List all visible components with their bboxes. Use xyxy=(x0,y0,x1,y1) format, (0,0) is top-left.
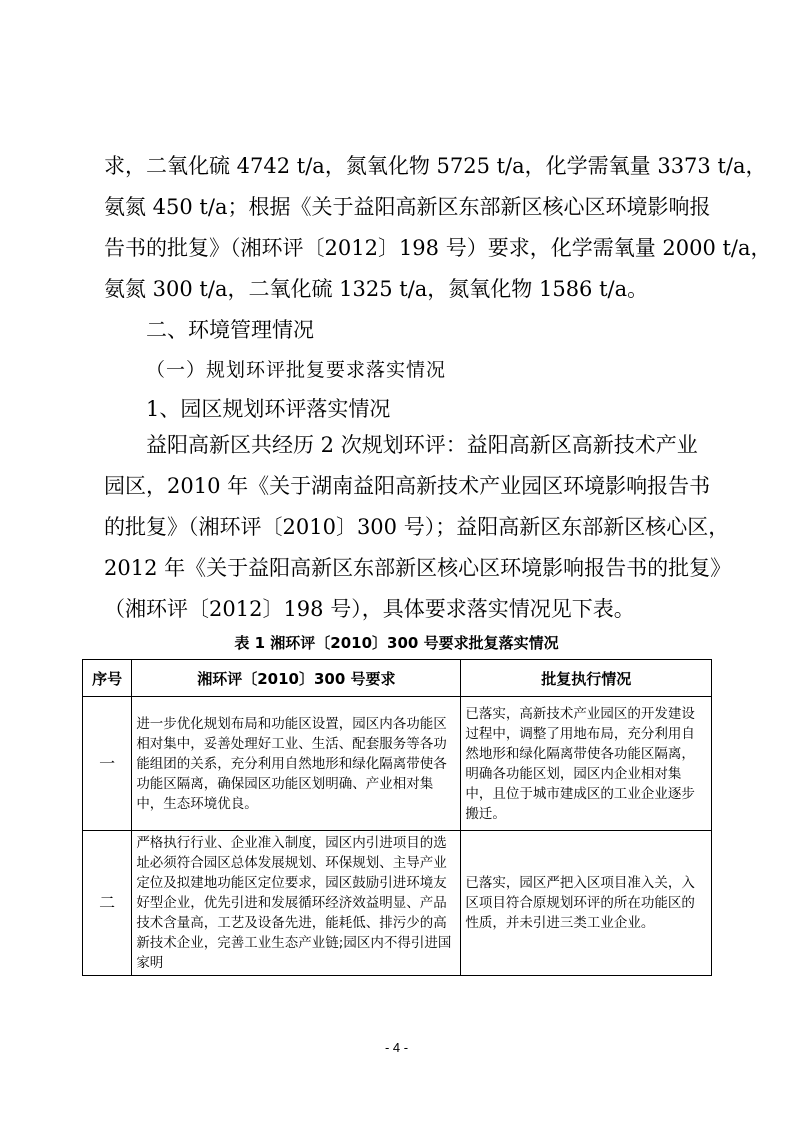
row-execution: 已落实，园区严把入区项目准入关，入区项目符合原规划环评的所在功能区的性质，并未引进三类工业企业。 xyxy=(461,831,712,976)
row-requirement: 严格执行行业、企业准入制度，园区内引进项目的选址必须符合园区总体发展规划、环保规划、主导产业定位及拟建地功能区定位要求，园区鼓励引进环境友好型企业，优先引进和发展循环经济效益明显、产品技术含量高，工艺及设备先进，能耗低、排污少的高新技术企业，完善工业生态产业链;园区内不得引进国家明 xyxy=(132,831,461,976)
paragraph-line: 2012 年《关于益阳高新区东部新区核心区环境影响报告书的批复》 xyxy=(104,556,732,580)
row-execution: 已落实，高新技术产业园区的开发建设过程中，调整了用地布局，充分利用自然地形和绿化隔离带使各功能区隔离，明确各功能区划，园区内企业相对集中，且位于城市建成区的工业企业逐步搬迁。 xyxy=(461,697,712,831)
paragraph-line: 益阳高新区共经历 2 次规划环评：益阳高新区高新技术产业 xyxy=(146,433,698,457)
table-caption: 表 1 湘环评〔2010〕300 号要求批复落实情况 xyxy=(234,634,559,652)
paragraph-line: 的批复》（湘环评〔2010〕300 号）；益阳高新区东部新区核心区， xyxy=(104,515,730,539)
subsection-heading-planning-eia: （一）规划环评批复要求落实情况 xyxy=(146,359,447,381)
table-row xyxy=(83,831,712,976)
paragraph-eia-history xyxy=(104,425,732,630)
paragraph-line: 氨氮 450 t/a；根据《关于益阳高新区东部新区核心区环境影响报 xyxy=(104,195,711,219)
table-row xyxy=(83,697,712,831)
paragraph-emissions xyxy=(104,146,772,310)
paragraph-line: 求，二氧化硫 4742 t/a，氮氧化物 5725 t/a，化学需氧量 3373 t/a， xyxy=(104,154,767,178)
column-header-execution: 批复执行情况 xyxy=(461,660,712,697)
paragraph-line: 氨氮 300 t/a，二氧化硫 1325 t/a，氮氧化物 1586 t/a。 xyxy=(104,277,649,301)
page-number: - 4 - xyxy=(384,1040,409,1055)
column-header-requirement: 湘环评〔2010〕300 号要求 xyxy=(132,660,461,697)
requirements-table xyxy=(82,659,712,976)
paragraph-line: 园区，2010 年《关于湖南益阳高新技术产业园区环境影响报告书 xyxy=(104,474,711,498)
column-header-seq: 序号 xyxy=(83,660,132,697)
row-requirement: 进一步优化规划布局和功能区设置，园区内各功能区相对集中，妥善处理好工业、生活、配套服务等各功能组团的关系，充分利用自然地形和绿化隔离带使各功能区隔离，确保园区功能区划明确、产业相对集中，生态环境优良。 xyxy=(132,697,461,831)
row-seq: 一 xyxy=(83,697,132,831)
paragraph-line: （湘环评〔2012〕198 号），具体要求落实情况见下表。 xyxy=(104,597,635,621)
section-heading-environment-management: 二、环境管理情况 xyxy=(146,318,314,342)
subsubsection-heading-park-eia: 1、园区规划环评落实情况 xyxy=(146,397,391,421)
table-header-row xyxy=(83,660,712,697)
row-seq: 二 xyxy=(83,831,132,976)
paragraph-line: 告书的批复》（湘环评〔2012〕198 号）要求，化学需氧量 2000 t/a， xyxy=(104,236,772,260)
